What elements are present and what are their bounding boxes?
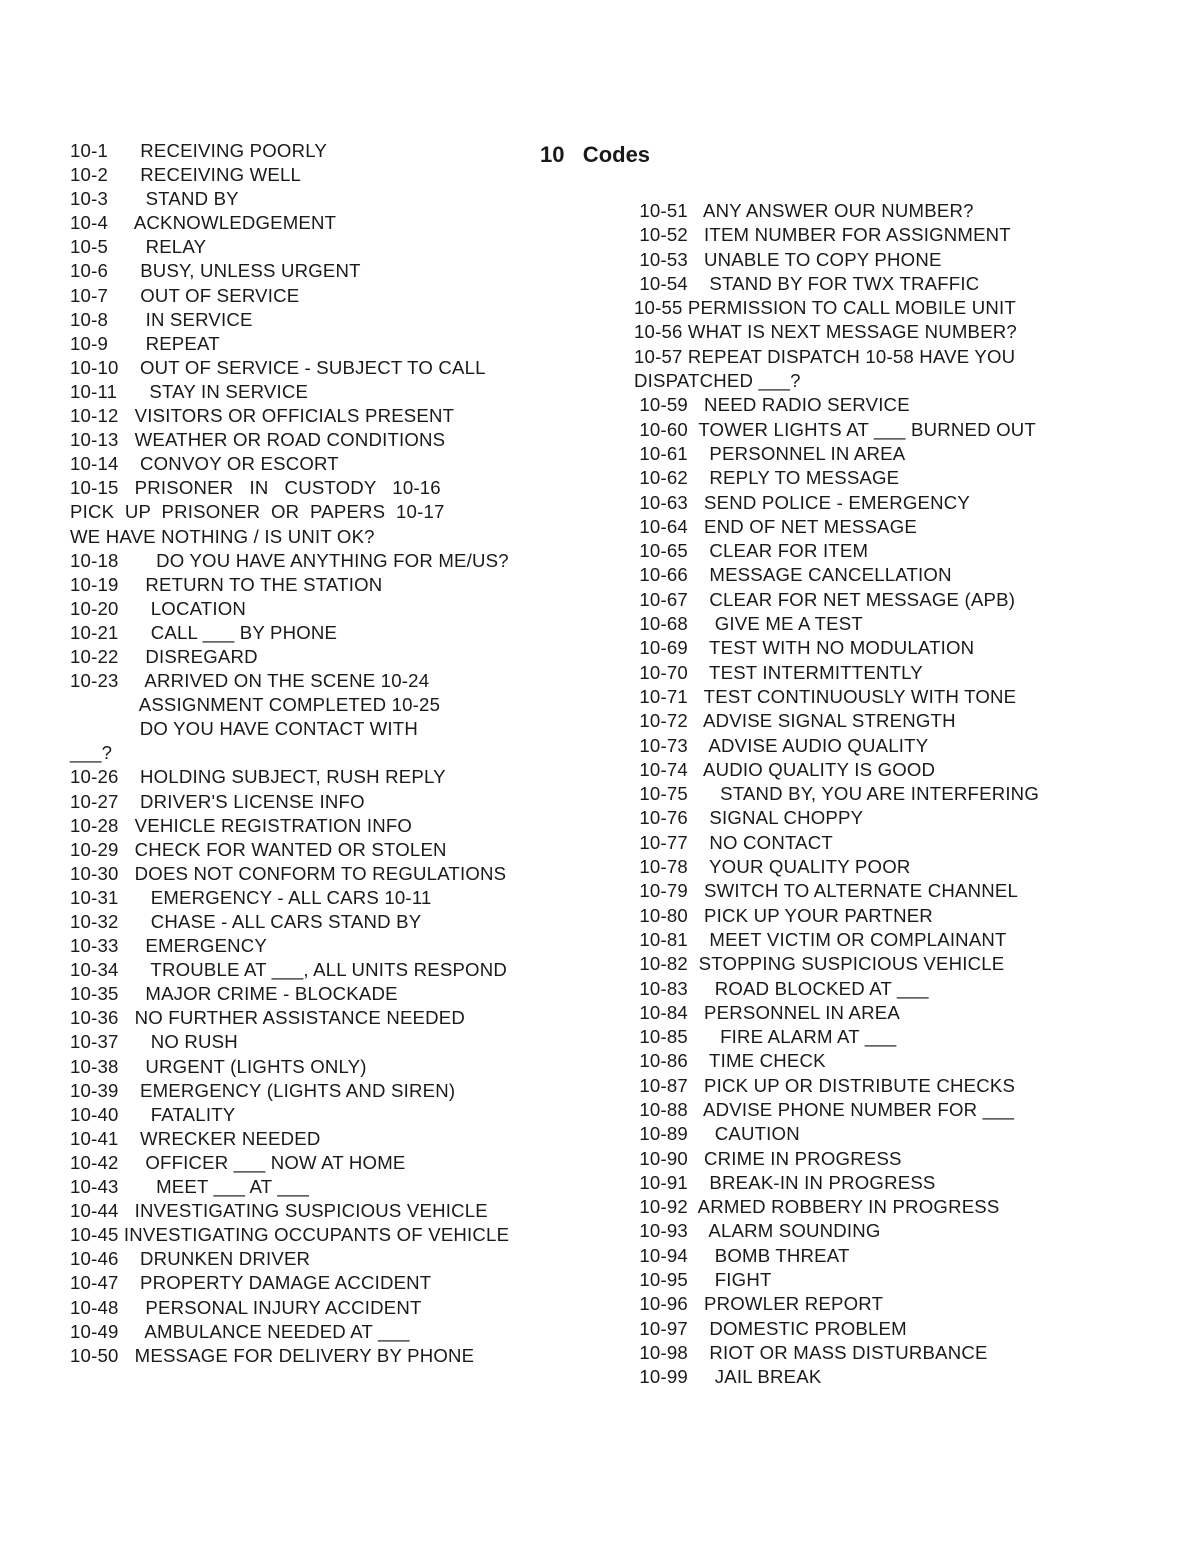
code-line: 10-50 MESSAGE FOR DELIVERY BY PHONE	[70, 1344, 475, 1366]
code-line: 10-29 CHECK FOR WANTED OR STOLEN	[70, 838, 447, 860]
code-line: 10-54 STAND BY FOR TWX TRAFFIC	[634, 272, 980, 294]
code-line: DISPATCHED ___?	[634, 370, 801, 392]
code-line: 10-28 VEHICLE REGISTRATION INFO	[70, 814, 413, 836]
code-line: 10-56 WHAT IS NEXT MESSAGE NUMBER?	[634, 321, 1017, 343]
code-line: 10-87 PICK UP OR DISTRIBUTE CHECKS	[634, 1074, 1016, 1096]
code-line: 10-46 DRUNKEN DRIVER	[70, 1248, 311, 1270]
code-line: 10-76 SIGNAL CHOPPY	[634, 807, 864, 829]
code-line: 10-40 FATALITY	[70, 1103, 236, 1125]
code-line: 10-37 NO RUSH	[70, 1031, 238, 1053]
code-line: 10-75 STAND BY, YOU ARE INTERFERING	[634, 783, 1039, 805]
code-line: 10-45 INVESTIGATING OCCUPANTS OF VEHICLE	[70, 1224, 510, 1246]
code-line: 10-94 BOMB THREAT	[634, 1244, 850, 1266]
code-line: DO YOU HAVE CONTACT WITH	[70, 718, 418, 740]
code-line: 10-65 CLEAR FOR ITEM	[634, 540, 869, 562]
code-line: 10-33 EMERGENCY	[70, 935, 268, 957]
code-line: 10-99 JAIL BREAK	[634, 1366, 822, 1388]
code-line: 10-41 WRECKER NEEDED	[70, 1127, 321, 1149]
code-line: 10-82 STOPPING SUSPICIOUS VEHICLE	[634, 953, 1005, 975]
code-line: 10-38 URGENT (LIGHTS ONLY)	[70, 1055, 367, 1077]
code-line: 10-91 BREAK-IN IN PROGRESS	[634, 1171, 936, 1193]
code-line: 10-98 RIOT OR MASS DISTURBANCE	[634, 1341, 988, 1363]
code-line: 10-7 OUT OF SERVICE	[70, 284, 300, 306]
code-line: 10-89 CAUTION	[634, 1123, 800, 1145]
code-line: 10-10 OUT OF SERVICE - SUBJECT TO CALL	[70, 356, 486, 378]
code-line: 10-6 BUSY, UNLESS URGENT	[70, 260, 361, 282]
code-line: 10-42 OFFICER ___ NOW AT HOME	[70, 1151, 406, 1173]
code-line: 10-64 END OF NET MESSAGE	[634, 515, 918, 537]
code-line: 10-43 MEET ___ AT ___	[70, 1176, 309, 1198]
code-line: 10-68 GIVE ME A TEST	[634, 613, 863, 635]
code-line: 10-96 PROWLER REPORT	[634, 1293, 884, 1315]
code-line: 10-78 YOUR QUALITY POOR	[634, 856, 911, 878]
code-line: 10-12 VISITORS OR OFFICIALS PRESENT	[70, 405, 455, 427]
code-line: 10-31 EMERGENCY - ALL CARS 10-11	[70, 886, 432, 908]
code-line: 10-67 CLEAR FOR NET MESSAGE (APB)	[634, 588, 1016, 610]
code-line: 10-48 PERSONAL INJURY ACCIDENT	[70, 1296, 422, 1318]
code-line: 10-15 PRISONER IN CUSTODY 10-16	[70, 477, 441, 499]
code-line: ___?	[70, 742, 113, 764]
code-line: 10-97 DOMESTIC PROBLEM	[634, 1317, 907, 1339]
code-line: 10-81 MEET VICTIM OR COMPLAINANT	[634, 928, 1007, 950]
code-line: 10-60 TOWER LIGHTS AT ___ BURNED OUT	[634, 418, 1036, 440]
right-code-column	[634, 199, 1054, 1390]
code-line: 10-72 ADVISE SIGNAL STRENGTH	[634, 710, 956, 732]
code-line: 10-49 AMBULANCE NEEDED AT ___	[70, 1320, 410, 1342]
code-line: 10-5 RELAY	[70, 236, 207, 258]
code-line: 10-27 DRIVER'S LICENSE INFO	[70, 790, 365, 812]
code-line: 10-18 DO YOU HAVE ANYTHING FOR ME/US?	[70, 549, 509, 571]
code-line: 10-3 STAND BY	[70, 188, 239, 210]
code-line: 10-8 IN SERVICE	[70, 308, 253, 330]
code-line: 10-57 REPEAT DISPATCH 10-58 HAVE YOU	[634, 345, 1016, 367]
code-line: 10-84 PERSONNEL IN AREA	[634, 1001, 900, 1023]
code-line: 10-53 UNABLE TO COPY PHONE	[634, 248, 942, 270]
code-line: 10-4 ACKNOWLEDGEMENT	[70, 212, 337, 234]
code-line: 10-26 HOLDING SUBJECT, RUSH REPLY	[70, 766, 446, 788]
code-line: 10-63 SEND POLICE - EMERGENCY	[634, 491, 971, 513]
code-line: 10-80 PICK UP YOUR PARTNER	[634, 904, 933, 926]
page-title: 10 Codes	[540, 142, 651, 167]
code-line: 10-92 ARMED ROBBERY IN PROGRESS	[634, 1196, 1000, 1218]
code-line: 10-11 STAY IN SERVICE	[70, 380, 309, 402]
code-line: 10-19 RETURN TO THE STATION	[70, 573, 383, 595]
code-line: 10-55 PERMISSION TO CALL MOBILE UNIT	[634, 297, 1016, 319]
code-line: 10-88 ADVISE PHONE NUMBER FOR ___	[634, 1098, 1015, 1120]
code-line: 10-95 FIGHT	[634, 1269, 772, 1291]
code-line: 10-21 CALL ___ BY PHONE	[70, 621, 338, 643]
code-line: 10-2 RECEIVING WELL	[70, 164, 302, 186]
code-line: 10-36 NO FURTHER ASSISTANCE NEEDED	[70, 1007, 466, 1029]
code-line: PICK UP PRISONER OR PAPERS 10-17	[70, 501, 445, 523]
code-line: 10-77 NO CONTACT	[634, 831, 833, 853]
code-line: 10-22 DISREGARD	[70, 645, 258, 667]
code-line: 10-47 PROPERTY DAMAGE ACCIDENT	[70, 1272, 432, 1294]
left-code-column	[70, 139, 520, 1368]
code-line: WE HAVE NOTHING / IS UNIT OK?	[70, 525, 375, 547]
code-line: 10-20 LOCATION	[70, 597, 247, 619]
code-line: 10-44 INVESTIGATING SUSPICIOUS VEHICLE	[70, 1200, 488, 1222]
code-line: 10-62 REPLY TO MESSAGE	[634, 467, 900, 489]
code-line: 10-90 CRIME IN PROGRESS	[634, 1147, 902, 1169]
code-line: 10-30 DOES NOT CONFORM TO REGULATIONS	[70, 862, 507, 884]
code-line: 10-23 ARRIVED ON THE SCENE 10-24	[70, 670, 430, 692]
code-line: 10-13 WEATHER OR ROAD CONDITIONS	[70, 429, 446, 451]
code-line: 10-70 TEST INTERMITTENTLY	[634, 661, 923, 683]
code-line: 10-74 AUDIO QUALITY IS GOOD	[634, 758, 936, 780]
code-line: 10-71 TEST CONTINUOUSLY WITH TONE	[634, 685, 1017, 707]
code-line: 10-66 MESSAGE CANCELLATION	[634, 564, 952, 586]
code-line: 10-73 ADVISE AUDIO QUALITY	[634, 734, 929, 756]
code-line: 10-39 EMERGENCY (LIGHTS AND SIREN)	[70, 1079, 456, 1101]
code-line: 10-59 NEED RADIO SERVICE	[634, 394, 910, 416]
code-line: 10-83 ROAD BLOCKED AT ___	[634, 977, 929, 999]
code-line: 10-85 FIRE ALARM AT ___	[634, 1026, 897, 1048]
code-line: 10-32 CHASE - ALL CARS STAND BY	[70, 911, 422, 932]
code-line: 10-9 REPEAT	[70, 332, 220, 354]
code-line: 10-34 TROUBLE AT ___, ALL UNITS RESPOND	[70, 959, 507, 981]
code-line: 10-14 CONVOY OR ESCORT	[70, 453, 339, 475]
code-line: 10-52 ITEM NUMBER FOR ASSIGNMENT	[634, 224, 1011, 246]
code-line: 10-79 SWITCH TO ALTERNATE CHANNEL	[634, 880, 1018, 902]
code-line: 10-69 TEST WITH NO MODULATION	[634, 637, 975, 659]
code-line: 10-1 RECEIVING POORLY	[70, 140, 327, 161]
code-line: 10-61 PERSONNEL IN AREA	[634, 442, 906, 464]
code-line: 10-93 ALARM SOUNDING	[634, 1220, 881, 1242]
code-line: ASSIGNMENT COMPLETED 10-25	[70, 694, 441, 716]
code-line: 10-51 ANY ANSWER OUR NUMBER?	[634, 200, 974, 221]
code-line: 10-35 MAJOR CRIME - BLOCKADE	[70, 983, 398, 1005]
code-line: 10-86 TIME CHECK	[634, 1050, 826, 1072]
